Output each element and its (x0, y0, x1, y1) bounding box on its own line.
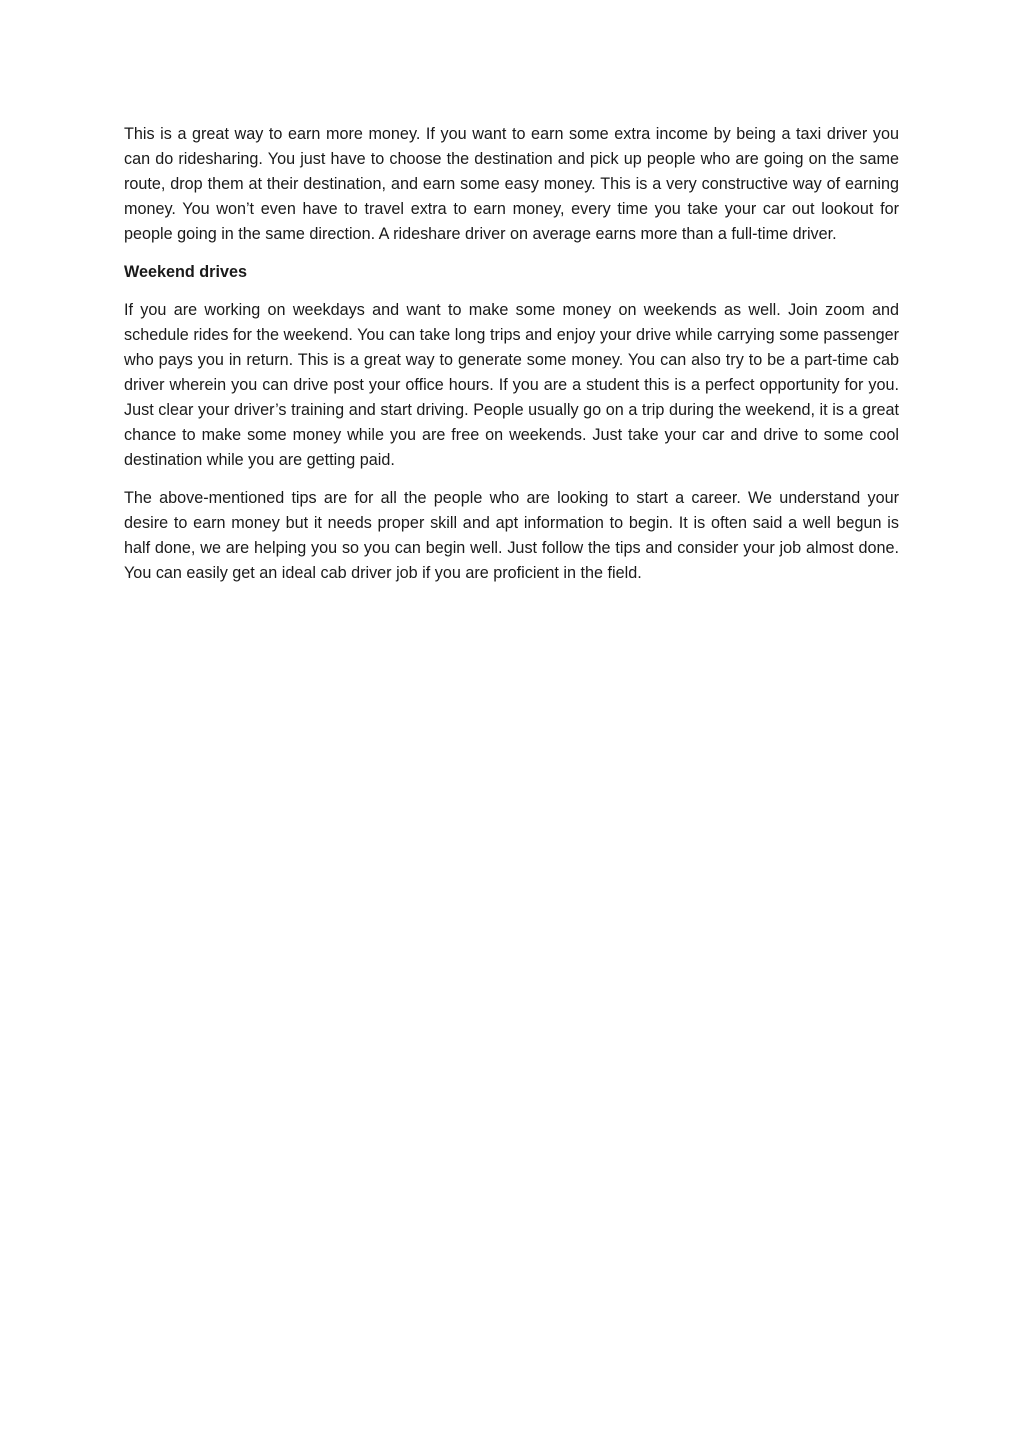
body-paragraph: This is a great way to earn more money. If you want to earn some extra income by being a taxi driver you can do ridesharing. You just have to choose the destination and pick up people who are going on the same route, drop them at their destination, and earn some easy money. This is a very constructive way of earning money. You won’t even have to travel extra to earn money, every time you take your car out lookout for people going in the same direction. A rideshare driver on average earns more than a full-time driver. (124, 125, 899, 243)
body-paragraph: If you are working on weekdays and want to make some money on weekends as well. Join zoom and schedule rides for the weekend. You can take long trips and enjoy your drive while carrying some passenger who pays you in return. This is a great way to generate some money. You can also try to be a part-time cab driver wherein you can drive post your office hours. If you are a student this is a perfect opportunity for you. Just clear your driver’s training and start driving. People usually go on a trip during the weekend, it is a great chance to make some money while you are free on weekends. Just take your car and drive to some cool destination while you are getting paid. (124, 301, 899, 469)
document-body (124, 122, 899, 599)
section-heading: Weekend drives (124, 263, 247, 281)
body-paragraph: The above-mentioned tips are for all the people who are looking to start a career. We understand your desire to earn money but it needs proper skill and apt information to begin. It is often said a well begun is half done, we are helping you so you can begin well. Just follow the tips and consider your job almost done. You can easily get an ideal cab driver job if you are proficient in the field. (124, 489, 899, 582)
